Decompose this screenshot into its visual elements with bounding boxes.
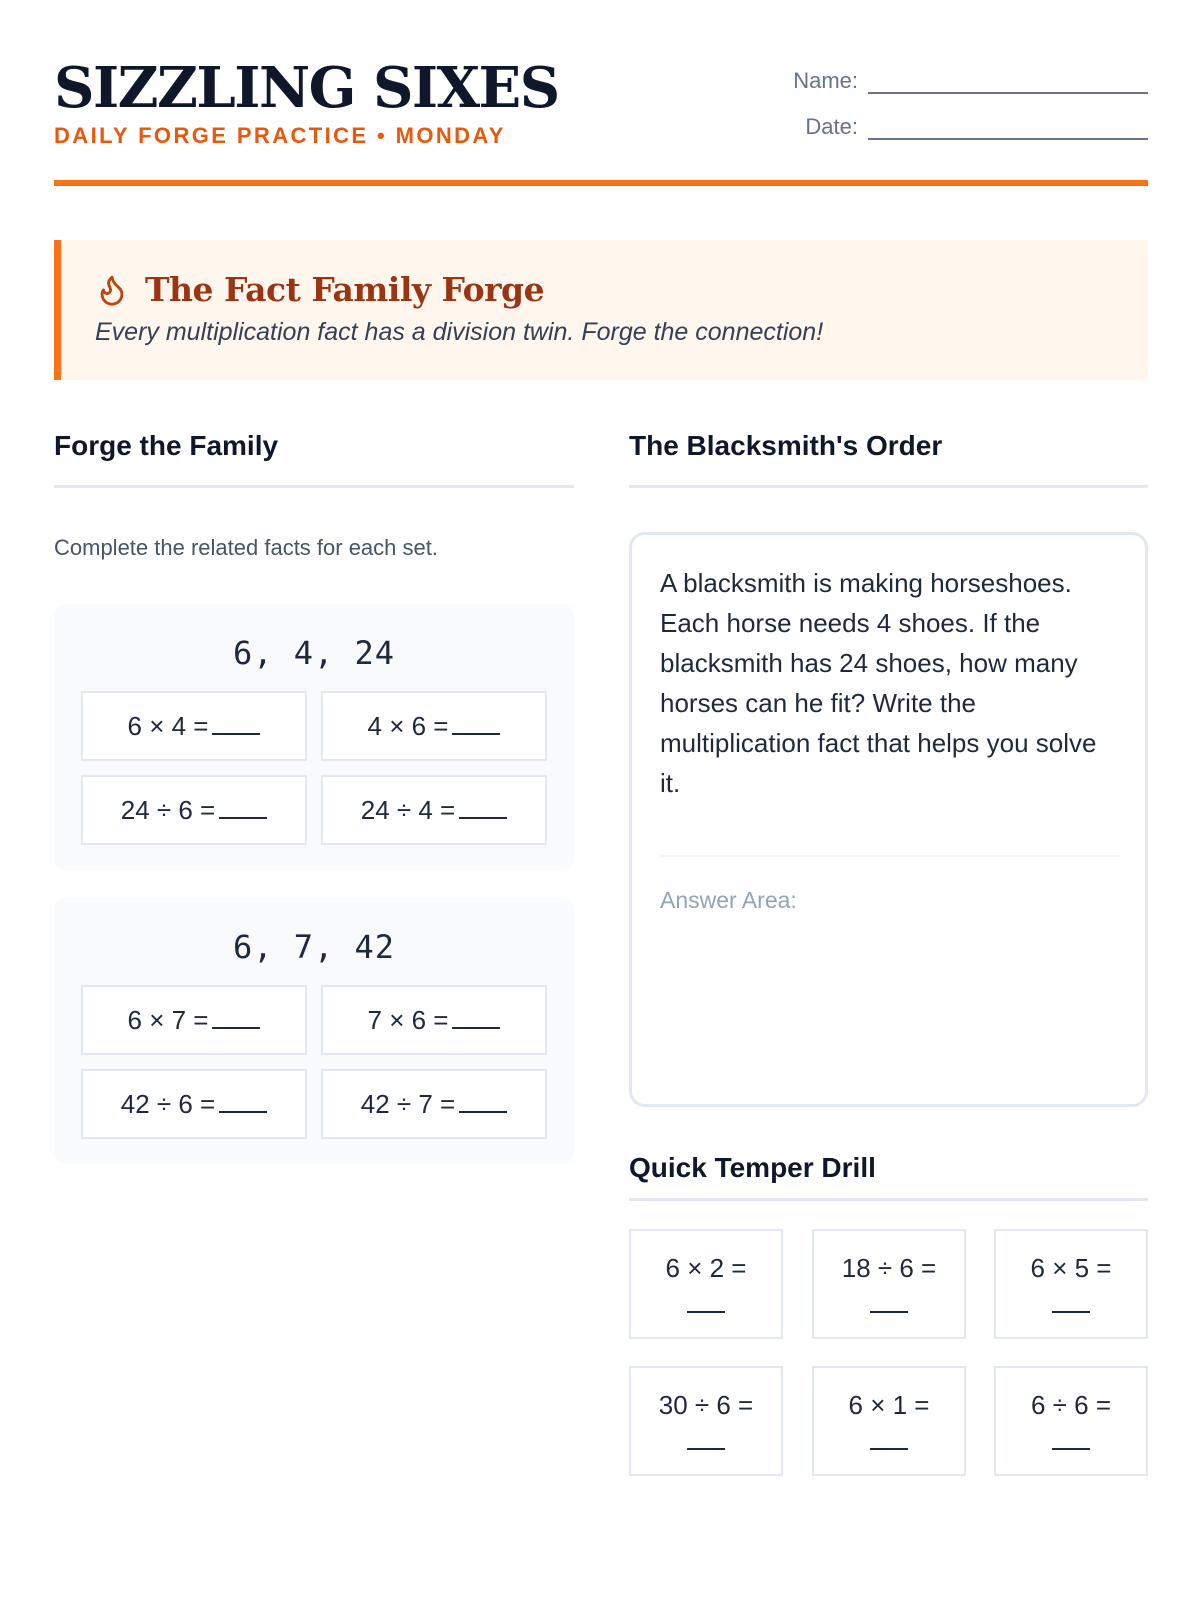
blacksmith-order-heading: The Blacksmith's Order — [629, 430, 943, 461]
answer-divider — [660, 855, 1120, 857]
fact-box[interactable] — [321, 775, 547, 845]
fact-box[interactable] — [81, 691, 307, 761]
date-row — [768, 110, 1148, 156]
family-numbers: 6, 4, 24 — [232, 634, 396, 672]
forge-family-rule — [54, 485, 574, 488]
fact-equation: 24 ÷ 6 = — [120, 795, 216, 825]
drill-item[interactable] — [994, 1229, 1148, 1339]
header-divider — [54, 180, 1148, 186]
answer-blank[interactable] — [459, 1093, 507, 1113]
drill-item[interactable] — [812, 1229, 966, 1339]
answer-blank[interactable] — [870, 1311, 908, 1313]
fact-equation: 24 ÷ 4 = — [360, 795, 456, 825]
fact-box[interactable] — [321, 691, 547, 761]
fact-box[interactable] — [81, 775, 307, 845]
answer-blank[interactable] — [452, 715, 500, 735]
fact-box[interactable] — [81, 985, 307, 1055]
drill-item[interactable] — [629, 1229, 783, 1339]
worksheet-page — [54, 0, 1148, 1600]
fact-box[interactable] — [81, 1069, 307, 1139]
drill-equation: 18 ÷ 6 = — [841, 1253, 937, 1283]
answer-blank[interactable] — [459, 799, 507, 819]
name-label: Name: — [793, 68, 858, 93]
drill-equation: 6 ÷ 6 = — [1030, 1390, 1112, 1420]
answer-blank[interactable] — [212, 1009, 260, 1029]
fact-equation: 42 ÷ 7 = — [360, 1089, 456, 1119]
name-field[interactable] — [868, 92, 1148, 94]
answer-blank[interactable] — [1052, 1448, 1090, 1450]
date-field[interactable] — [868, 138, 1148, 140]
drill-item[interactable] — [994, 1366, 1148, 1476]
family-numbers: 6, 7, 42 — [232, 928, 396, 966]
fact-family-card — [54, 898, 574, 1164]
drill-equation: 6 × 2 = — [665, 1253, 747, 1283]
drill-item[interactable] — [629, 1366, 783, 1476]
worksheet-subtitle: DAILY FORGE PRACTICE • MONDAY — [54, 123, 506, 148]
worksheet-header — [54, 56, 1148, 186]
fact-equation: 6 × 7 = — [127, 1005, 209, 1035]
worksheet-title: SIZZLING SIXES — [54, 55, 559, 121]
family-instruction: Complete the related facts for each set. — [54, 535, 438, 560]
date-label: Date: — [805, 114, 858, 139]
answer-blank[interactable] — [687, 1448, 725, 1450]
word-problem-text: A blacksmith is making horseshoes. Each horse needs 4 shoes. If the blacksmith has 24 shoes, how many horses can he fit? Write the multiplication fact that helps you solve it. — [660, 568, 1097, 798]
forge-family-heading: Forge the Family — [54, 430, 279, 461]
word-problem-card — [629, 532, 1148, 1107]
answer-blank[interactable] — [452, 1009, 500, 1029]
quick-drill-heading: Quick Temper Drill — [629, 1152, 876, 1183]
name-date-block — [768, 64, 1148, 156]
fact-equation: 7 × 6 = — [367, 1005, 449, 1035]
fact-equation: 4 × 6 = — [367, 711, 449, 741]
fact-equation: 42 ÷ 6 = — [120, 1089, 216, 1119]
answer-area-label[interactable]: Answer Area: — [660, 887, 797, 913]
drill-equation: 30 ÷ 6 = — [658, 1390, 754, 1420]
callout-text: Every multiplication fact has a division twin. Forge the connection! — [95, 318, 824, 346]
flame-icon — [95, 272, 129, 308]
fact-box[interactable] — [321, 1069, 547, 1139]
fact-family-callout — [54, 240, 1148, 380]
drill-equation: 6 × 1 = — [848, 1390, 930, 1420]
drill-equation: 6 × 5 = — [1030, 1253, 1112, 1283]
drill-item[interactable] — [812, 1366, 966, 1476]
answer-blank[interactable] — [219, 1093, 267, 1113]
answer-blank[interactable] — [212, 715, 260, 735]
callout-title: The Fact Family Forge — [145, 270, 545, 309]
fact-equation: 6 × 4 = — [127, 711, 209, 741]
blacksmith-order-rule — [629, 485, 1148, 488]
quick-drill-rule — [629, 1198, 1148, 1201]
name-row — [768, 64, 1148, 110]
answer-blank[interactable] — [219, 799, 267, 819]
answer-blank[interactable] — [870, 1448, 908, 1450]
answer-blank[interactable] — [1052, 1311, 1090, 1313]
fact-box[interactable] — [321, 985, 547, 1055]
fact-family-card — [54, 604, 574, 870]
answer-blank[interactable] — [687, 1311, 725, 1313]
